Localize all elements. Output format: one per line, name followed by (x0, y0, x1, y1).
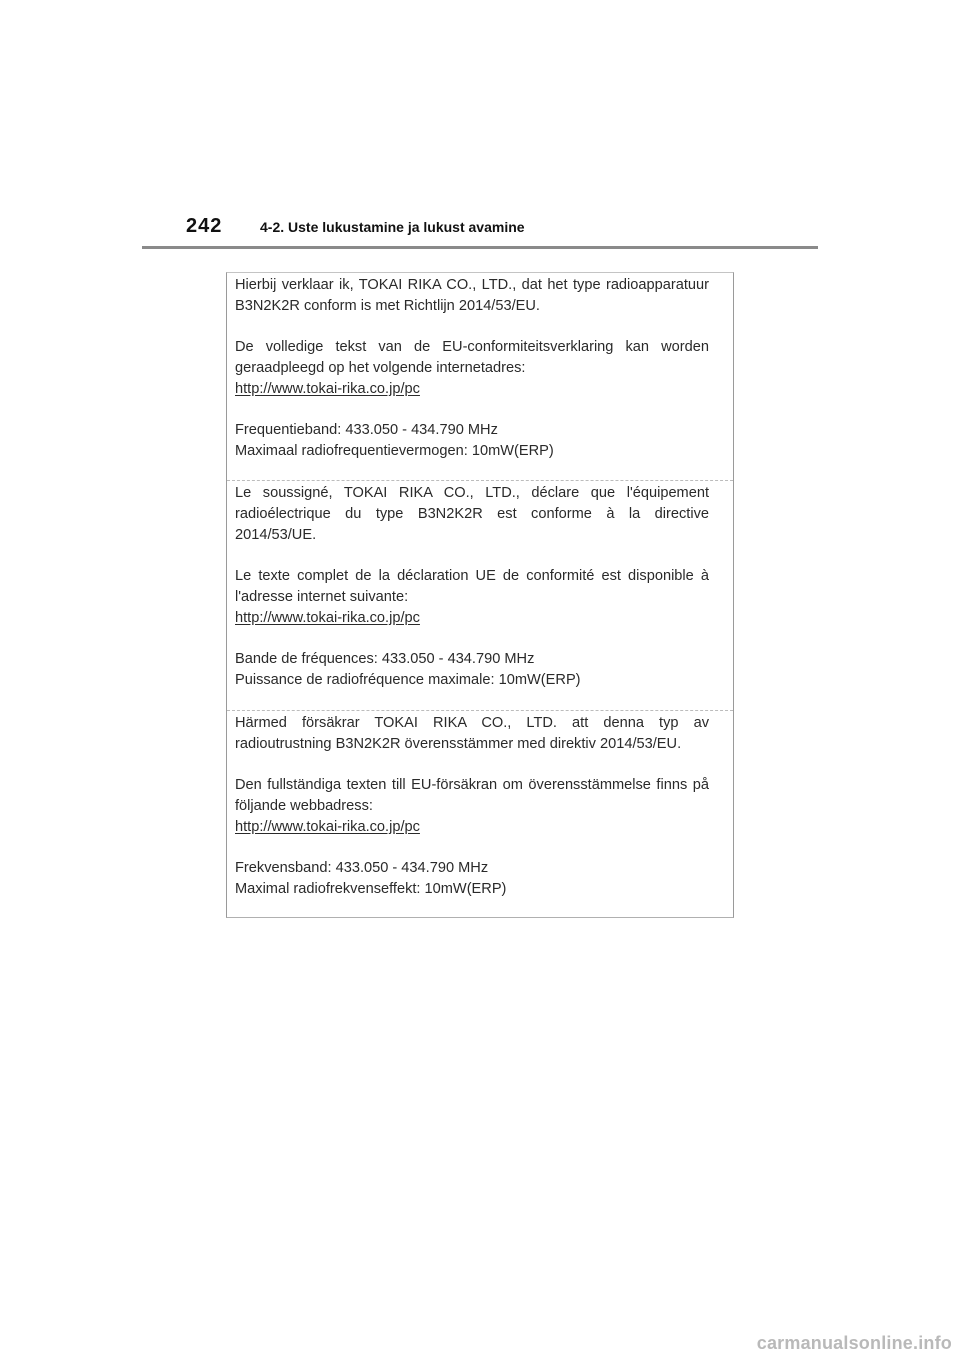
french-url-link[interactable]: http://www.tokai-rika.co.jp/pc (235, 610, 420, 626)
swedish-frequency-band: Frekvensband: 433.050 - 434.790 MHz (235, 860, 489, 876)
watermark: carmanualsonline.info (756, 1333, 952, 1353)
declaration-of-conformity-box (226, 272, 734, 918)
dutch-statement: Hierbij verklaar ik, TOKAI RIKA CO., LTD., dat het type radioapparatuur B3N2K2R conform is met Richtlijn 2014/53/EU. (235, 277, 709, 314)
dutch-frequency-band: Frequentieband: 433.050 - 434.790 MHz (235, 422, 498, 438)
section-title: 4-2. Uste lukustamine ja lukust avamine (260, 219, 525, 235)
declaration-french (227, 480, 733, 710)
french-frequency-band: Bande de fréquences: 433.050 - 434.790 MHz (235, 651, 535, 667)
french-full-text-info: Le texte complet de la déclaration UE de conformité est disponible à l'adresse internet suivante: (235, 568, 709, 605)
declaration-dutch (227, 273, 733, 480)
page-number: 242 (186, 215, 223, 237)
french-statement: Le soussigné, TOKAI RIKA CO., LTD., déclare que l'équipement radioélectrique du type B3N2K2R est conforme à la directive 2014/53/UE. (235, 485, 709, 543)
dutch-max-power: Maximaal radiofrequentievermogen: 10mW(ERP) (235, 443, 554, 459)
dutch-url-link[interactable]: http://www.tokai-rika.co.jp/pc (235, 381, 420, 397)
dutch-full-text-info: De volledige tekst van de EU-conformiteitsverklaring kan worden geraadpleegd op het volgende internetadres: (235, 339, 709, 376)
swedish-statement: Härmed försäkrar TOKAI RIKA CO., LTD. att denna typ av radioutrustning B3N2K2R överensstämmer med direktiv 2014/53/EU. (235, 715, 709, 752)
swedish-full-text-info: Den fullständiga texten till EU-försäkran om överensstämmelse finns på följande webbadress: (235, 777, 709, 814)
french-max-power: Puissance de radiofréquence maximale: 10mW(ERP) (235, 672, 581, 688)
page-header (142, 212, 818, 249)
swedish-url-link[interactable]: http://www.tokai-rika.co.jp/pc (235, 819, 420, 835)
swedish-max-power: Maximal radiofrekvenseffekt: 10mW(ERP) (235, 881, 507, 897)
declaration-swedish (227, 710, 733, 917)
